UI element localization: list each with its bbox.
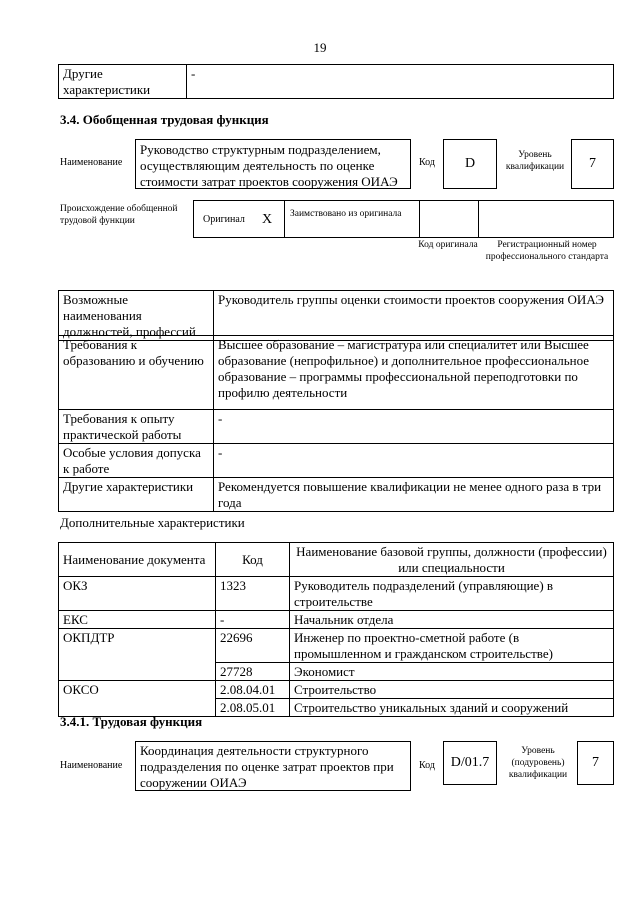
table-row	[59, 611, 614, 629]
table-row	[59, 681, 614, 699]
additional-heading: Дополнительные характеристики	[60, 515, 245, 530]
education-label: Требования к образованию и обучению	[59, 336, 214, 410]
row-code: 22696	[216, 629, 290, 663]
code-original-caption: Код оригинала	[418, 240, 478, 250]
positions-value: Руководитель группы оценки стоимости проектов сооружения ОИАЭ	[214, 291, 614, 341]
table-row	[59, 629, 614, 663]
positions-table	[58, 290, 614, 341]
original-label: Оригинал	[203, 214, 245, 225]
reg-number-caption: Регистрационный номер профессионального стандарта	[485, 240, 609, 262]
row-name: Экономист	[290, 663, 614, 681]
row-code: 2.08.05.01	[216, 699, 290, 717]
row-name: Строительство	[290, 681, 614, 699]
header-code: Код	[216, 543, 290, 577]
top-characteristics-label: Другие характеристики	[59, 65, 187, 99]
header-document: Наименование документа	[59, 543, 216, 577]
row-doc: ОКПДТР	[59, 629, 216, 681]
requirements-table	[58, 335, 614, 512]
original-mark: X	[262, 212, 273, 227]
row-code: -	[216, 611, 290, 629]
admission-value: -	[214, 444, 614, 478]
row-doc: ОКСО	[59, 681, 216, 717]
section-34-name-label: Наименование	[60, 157, 123, 168]
row-name: Начальник отдела	[290, 611, 614, 629]
section-34-name-value: Руководство структурным подразделением, осуществляющим деятельность по оценке стоимости затрат проектов сооружения ОИАЭ	[135, 139, 411, 189]
origin-table	[193, 200, 614, 238]
row-name: Строительство уникальных зданий и сооружений	[290, 699, 614, 717]
header-base-group: Наименование базовой группы, должности (профессии) или специальности	[290, 543, 614, 577]
top-characteristics-value: -	[187, 65, 614, 99]
additional-table	[58, 542, 614, 717]
row-doc: ОКЗ	[59, 577, 216, 611]
origin-label: Происхождение обобщенной трудовой функции	[60, 204, 178, 226]
experience-value: -	[214, 410, 614, 444]
origin-divider-3	[478, 201, 479, 237]
experience-label: Требования к опыту практической работы	[59, 410, 214, 444]
section-341-heading: 3.4.1. Трудовая функция	[60, 714, 203, 729]
section-341-code-value: D/01.7	[443, 741, 497, 785]
section-341-level-value: 7	[577, 741, 614, 785]
section-34-level-value: 7	[571, 139, 614, 189]
section-34-code-value: D	[443, 139, 497, 189]
row-name: Инженер по проектно-сметной работе (в промышленном и гражданском строительстве)	[290, 629, 614, 663]
origin-divider-1	[284, 201, 285, 237]
table-row	[59, 577, 614, 611]
top-characteristics-table	[58, 64, 614, 99]
other-characteristics-label: Другие характеристики	[59, 478, 214, 512]
positions-label: Возможные наименования должностей, профессий	[59, 291, 214, 341]
section-341-name-value: Координация деятельности структурного подразделения по оценке затрат проектов при сооружении ОИАЭ	[135, 741, 411, 791]
row-code: 27728	[216, 663, 290, 681]
borrowed-label: Заимствовано из оригинала	[290, 209, 402, 219]
section-341-name-label: Наименование	[60, 760, 123, 771]
row-code: 1323	[216, 577, 290, 611]
section-34-code-label: Код	[419, 157, 435, 168]
row-doc: ЕКС	[59, 611, 216, 629]
page-number: 19	[313, 40, 327, 55]
row-code: 2.08.04.01	[216, 681, 290, 699]
other-characteristics-value: Рекомендуется повышение квалификации не менее одного раза в три года	[214, 478, 614, 512]
section-341-level-label: Уровень (подуровень) квалификации	[508, 746, 568, 780]
admission-label: Особые условия допуска к работе	[59, 444, 214, 478]
row-name: Руководитель подразделений (управляющие) в строительстве	[290, 577, 614, 611]
section-34-heading: 3.4. Обобщенная трудовая функция	[60, 112, 269, 127]
education-value: Высшее образование – магистратура или специалитет или Высшее образование (непрофильное) и дополнительное профессиональное образование – программы профессиональной переподготовки по профилю деятельности	[214, 336, 614, 410]
section-341-code-label: Код	[419, 760, 435, 771]
section-34-level-label: Уровень квалификации	[505, 150, 565, 172]
origin-divider-2	[419, 201, 420, 237]
